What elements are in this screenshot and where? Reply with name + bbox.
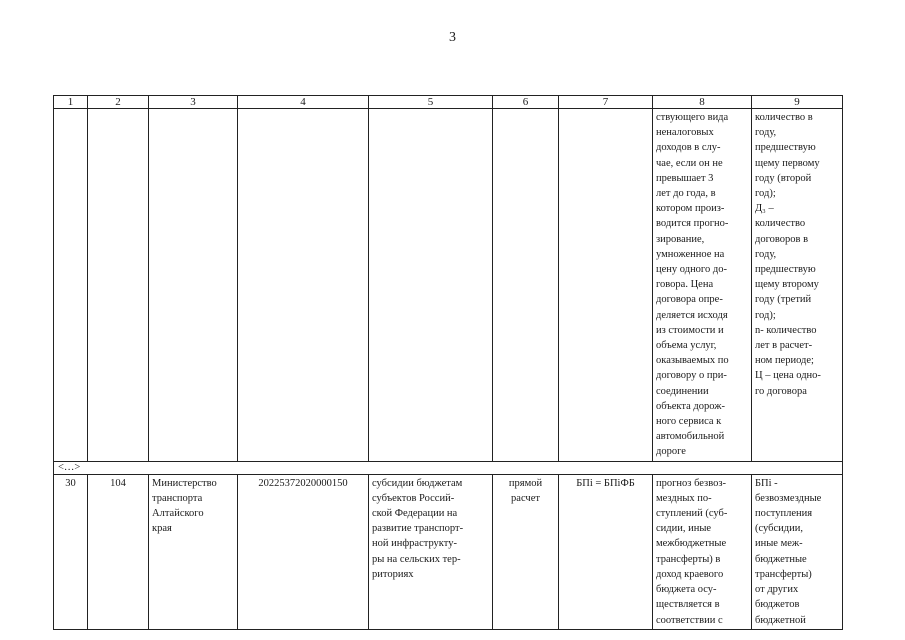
ellipsis-marker: <…> [54, 461, 843, 474]
cell-empty [149, 109, 238, 462]
cell-formula-variables: количество в году, предшествую щему первому году (второй год); Д₃ – количество договоров в году, предшествую щему второму году (третий год); n- количество лет в расчет- ном периоде; Ц – цена одно- го договора [752, 109, 843, 462]
cell-empty [559, 109, 653, 462]
cell-formula: БПi = БПiФБ [559, 474, 653, 629]
header-col-6: 6 [493, 96, 559, 109]
table-row [54, 474, 843, 629]
cell-administrator-name: Министерство транспорта Алтайского края [149, 474, 238, 629]
header-col-2: 2 [88, 96, 149, 109]
cell-calculation-description: ствующего вида неналоговых доходов в слу- чае, если он не превышает 3 лет до года, в котором произ- водится прогно- зирование, умноженное на цену одного до- говора. Цена договора опре- деляется исходя из стоимости и объема услуг, оказываемых по договору о при- соединении объекта дорож- ного сервиса к автомобильной дороге [653, 109, 752, 462]
header-col-3: 3 [149, 96, 238, 109]
cell-method: прямой расчет [493, 474, 559, 629]
header-col-7: 7 [559, 96, 653, 109]
cell-calculation-description: прогноз безвоз- мездных по- ступлений (суб- сидии, иные межбюджетные трансферты) в доход краевого бюджета осу- ществляется в соответствии с [653, 474, 752, 629]
revenue-methodology-table [53, 95, 843, 630]
page-number: 3 [449, 30, 456, 45]
cell-admin-code: 104 [88, 474, 149, 629]
header-col-9: 9 [752, 96, 843, 109]
table-header-row [54, 96, 843, 109]
cell-empty [369, 109, 493, 462]
cell-empty [493, 109, 559, 462]
cell-empty [54, 109, 88, 462]
continuation-row [54, 109, 843, 462]
cell-revenue-name: субсидии бюджетам субъектов Россий- ской Федерации на развитие транспорт- ной инфраструкту- ры на сельских тер- риториях [369, 474, 493, 629]
cell-classification-code: 20225372020000150 [238, 474, 369, 629]
header-col-4: 4 [238, 96, 369, 109]
ellipsis-row [54, 461, 843, 474]
header-col-1: 1 [54, 96, 88, 109]
cell-formula-variables: БПi - безвозмездные поступления (субсидии, иные меж- бюджетные трансферты) от других бюджетов бюджетной [752, 474, 843, 629]
cell-row-number: 30 [54, 474, 88, 629]
cell-empty [238, 109, 369, 462]
header-col-5: 5 [369, 96, 493, 109]
header-col-8: 8 [653, 96, 752, 109]
cell-empty [88, 109, 149, 462]
